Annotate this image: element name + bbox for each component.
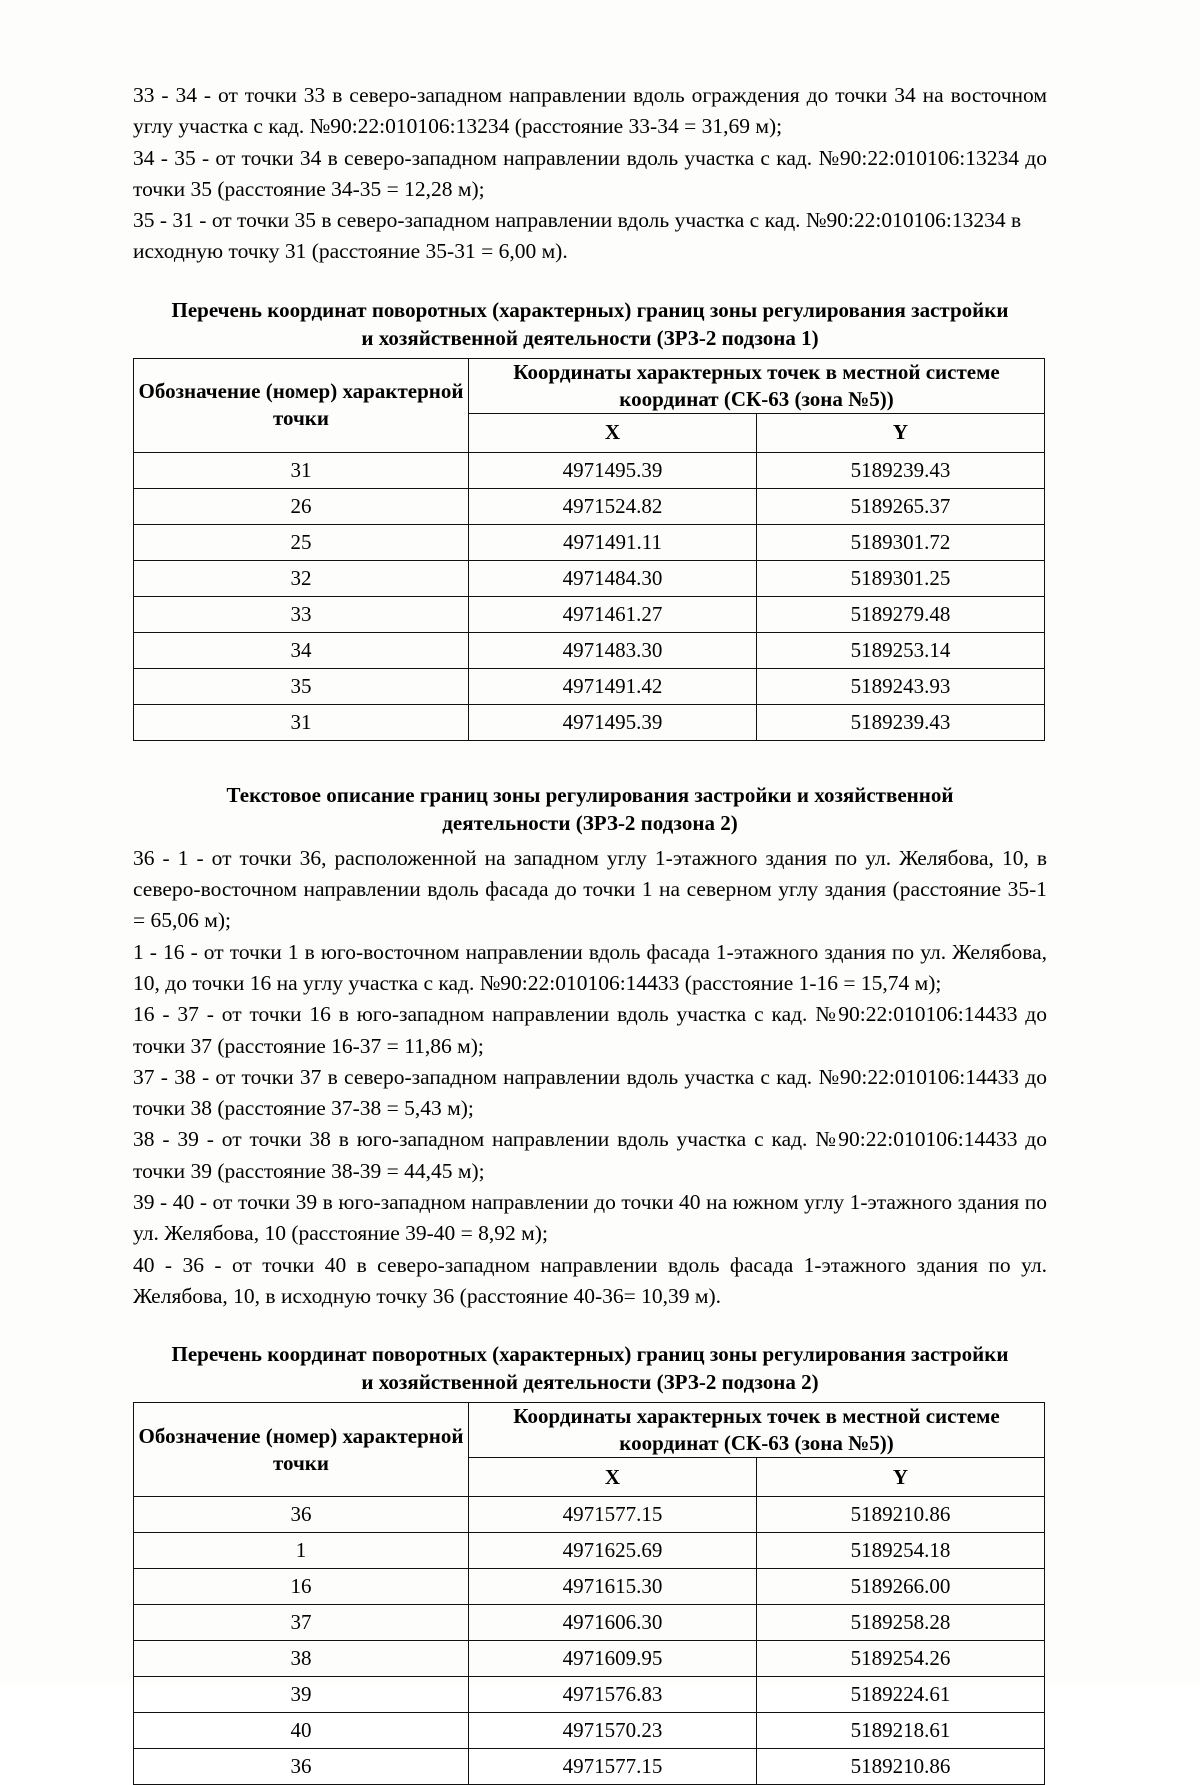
table2-cell-y: 5189254.18 [757,1533,1045,1569]
table1-header-point: Обозначение (номер) характерной точки [134,358,469,452]
table2-head [134,1403,1045,1497]
table2-cell-point: 39 [134,1677,469,1713]
spacer [133,741,1047,781]
table-row [134,1677,1045,1713]
table1-cell-y: 5189239.43 [757,452,1045,488]
table2-header-coords: Координаты характерных точек в местной системе координат (СК-63 (зона №5)) [469,1403,1045,1458]
table2-header-point: Обозначение (номер) характерной точки [134,1403,469,1497]
table1-cell-y: 5189301.25 [757,560,1045,596]
table-row [134,1533,1045,1569]
table1-body [134,452,1045,740]
table-row [134,1569,1045,1605]
table1-cell-y: 5189301.72 [757,524,1045,560]
section2-heading-line-1: Текстовое описание границ зоны регулирования застройки и хозяйственной [226,782,954,807]
table2-cell-x: 4971606.30 [469,1605,757,1641]
table1-cell-y: 5189279.48 [757,596,1045,632]
intro-paragraph-1: 33 - 34 - от точки 33 в северо-западном направлении вдоль ограждения до точки 34 на восточном углу участка с кад. №90:22:010106:13234 (расстояние 33-34 = 31,69 м); [133,83,1047,139]
table2-cell-point: 36 [134,1749,469,1785]
table1-cell-y: 5189243.93 [757,668,1045,704]
table-row [134,704,1045,740]
table2-cell-point: 36 [134,1497,469,1533]
section2-heading [133,781,1047,837]
table2-cell-point: 37 [134,1605,469,1641]
table2-cell-y: 5189254.26 [757,1641,1045,1677]
table-header-row [134,1403,1045,1458]
table-row [134,1713,1045,1749]
table1-cell-y: 5189253.14 [757,632,1045,668]
table2-header-y: Y [757,1458,1045,1497]
table1-heading-line-2: и хозяйственной деятельности (ЗРЗ-2 подзона 1) [361,325,819,350]
table1-cell-y: 5189265.37 [757,488,1045,524]
coordinates-table-subzone-1 [133,358,1045,741]
table1-cell-x: 4971524.82 [469,488,757,524]
table1-cell-x: 4971483.30 [469,632,757,668]
table2-cell-point: 38 [134,1641,469,1677]
table2-cell-y: 5189218.61 [757,1713,1045,1749]
section2-paragraph-2: 1 - 16 - от точки 1 в юго-восточном направлении вдоль фасада 1-этажного здания по ул. Желябова, 10, до точки 16 на углу участка с кад. №90:22:010106:14433 (расстояние 1-16 = 15,74 м); [133,939,1047,995]
table2-header-x: X [469,1458,757,1497]
table1-header-coords: Координаты характерных точек в местной системе координат (СК-63 (зона №5)) [469,358,1045,413]
table1-header-x: X [469,413,757,452]
table1-cell-x: 4971491.42 [469,668,757,704]
table1-cell-point: 34 [134,632,469,668]
table-row [134,1749,1045,1785]
table-row [134,1641,1045,1677]
intro-paragraph-block [133,80,1047,268]
table2-cell-point: 16 [134,1569,469,1605]
table1-cell-point: 31 [134,452,469,488]
table2-cell-x: 4971609.95 [469,1641,757,1677]
spacer [133,268,1047,296]
section2-paragraph-4: 37 - 38 - от точки 37 в северо-западном направлении вдоль участка с кад. №90:22:010106:14433 до точки 38 (расстояние 37-38 = 5,43 м); [133,1064,1047,1121]
table2-cell-point: 1 [134,1533,469,1569]
section2-heading-line-2: деятельности (ЗРЗ-2 подзона 2) [442,810,738,835]
section2-paragraph-5: 38 - 39 - от точки 38 в юго-западном направлении вдоль участка с кад. №90:22:010106:14433 до точки 39 (расстояние 38-39 = 44,45 м); [133,1127,1047,1183]
table1-cell-point: 26 [134,488,469,524]
table-row [134,560,1045,596]
table-row [134,1605,1045,1641]
table2-cell-x: 4971615.30 [469,1569,757,1605]
table-row [134,524,1045,560]
table1-cell-point: 33 [134,596,469,632]
table1-heading [133,296,1047,352]
table1-cell-y: 5189239.43 [757,704,1045,740]
table2-cell-y: 5189210.86 [757,1749,1045,1785]
coordinates-table-subzone-2 [133,1402,1045,1785]
table1-cell-point: 31 [134,704,469,740]
table2-cell-x: 4971577.15 [469,1497,757,1533]
table2-cell-point: 40 [134,1713,469,1749]
table2-cell-x: 4971577.15 [469,1749,757,1785]
table-row [134,632,1045,668]
section2-paragraph-1: 36 - 1 - от точки 36, расположенной на западном углу 1-этажного здания по ул. Желябова, 10, в северо-восточном направлении вдоль фасада до точки 1 на северном углу здания (расстояние 35-1 = 65,06 м); [133,845,1047,933]
table1-cell-x: 4971484.30 [469,560,757,596]
table2-cell-x: 4971576.83 [469,1677,757,1713]
table1-cell-x: 4971495.39 [469,704,757,740]
table1-heading-line-1: Перечень координат поворотных (характерных) границ зоны регулирования застройки [171,297,1009,322]
table1-cell-x: 4971461.27 [469,596,757,632]
table-header-row [134,358,1045,413]
section2-paragraph-3: 16 - 37 - от точки 16 в юго-западном направлении вдоль участка с кад. №90:22:010106:14433 до точки 37 (расстояние 16-37 = 11,86 м); [133,1002,1047,1058]
section2-paragraph-block [133,843,1047,1312]
table-row [134,488,1045,524]
table1-cell-x: 4971495.39 [469,452,757,488]
intro-paragraph-2: 34 - 35 - от точки 34 в северо-западном направлении вдоль участка с кад. №90:22:010106:13234 до точки 35 (расстояние 34-35 = 12,28 м); [133,145,1047,201]
table1-header-y: Y [757,413,1045,452]
table1-cell-x: 4971491.11 [469,524,757,560]
table1-head [134,358,1045,452]
section2-paragraph-6: 39 - 40 - от точки 39 в юго-западном направлении до точки 40 на южном углу 1-этажного здания по ул. Желябова, 10 (расстояние 39-40 = 8,92 м); [133,1190,1047,1246]
table2-heading-line-1: Перечень координат поворотных (характерных) границ зоны регулирования застройки [171,1342,1009,1367]
section2-paragraph-7: 40 - 36 - от точки 40 в северо-западном направлении вдоль фасада 1-этажного здания по ул. Желябова, 10, в исходную точку 36 (расстояние 40-36= 10,39 м). [133,1252,1047,1308]
table-row [134,668,1045,704]
page-content [133,80,1047,1785]
table2-cell-y: 5189224.61 [757,1677,1045,1713]
table2-heading [133,1340,1047,1396]
table-row [134,452,1045,488]
table2-heading-line-2: и хозяйственной деятельности (ЗРЗ-2 подзона 2) [361,1370,819,1395]
table2-cell-y: 5189210.86 [757,1497,1045,1533]
table2-cell-y: 5189258.28 [757,1605,1045,1641]
intro-paragraph-3: 35 - 31 - от точки 35 в северо-западном направлении вдоль участка с кад. №90:22:010106:13234 в исходную точку 31 (расстояние 35-31 = 6,00 м). [133,208,1022,264]
table1-cell-point: 35 [134,668,469,704]
table2-cell-x: 4971625.69 [469,1533,757,1569]
table-row [134,596,1045,632]
table-row [134,1497,1045,1533]
table1-cell-point: 32 [134,560,469,596]
table2-cell-y: 5189266.00 [757,1569,1045,1605]
table1-cell-point: 25 [134,524,469,560]
spacer [133,1312,1047,1340]
table2-body [134,1497,1045,1785]
table2-cell-x: 4971570.23 [469,1713,757,1749]
